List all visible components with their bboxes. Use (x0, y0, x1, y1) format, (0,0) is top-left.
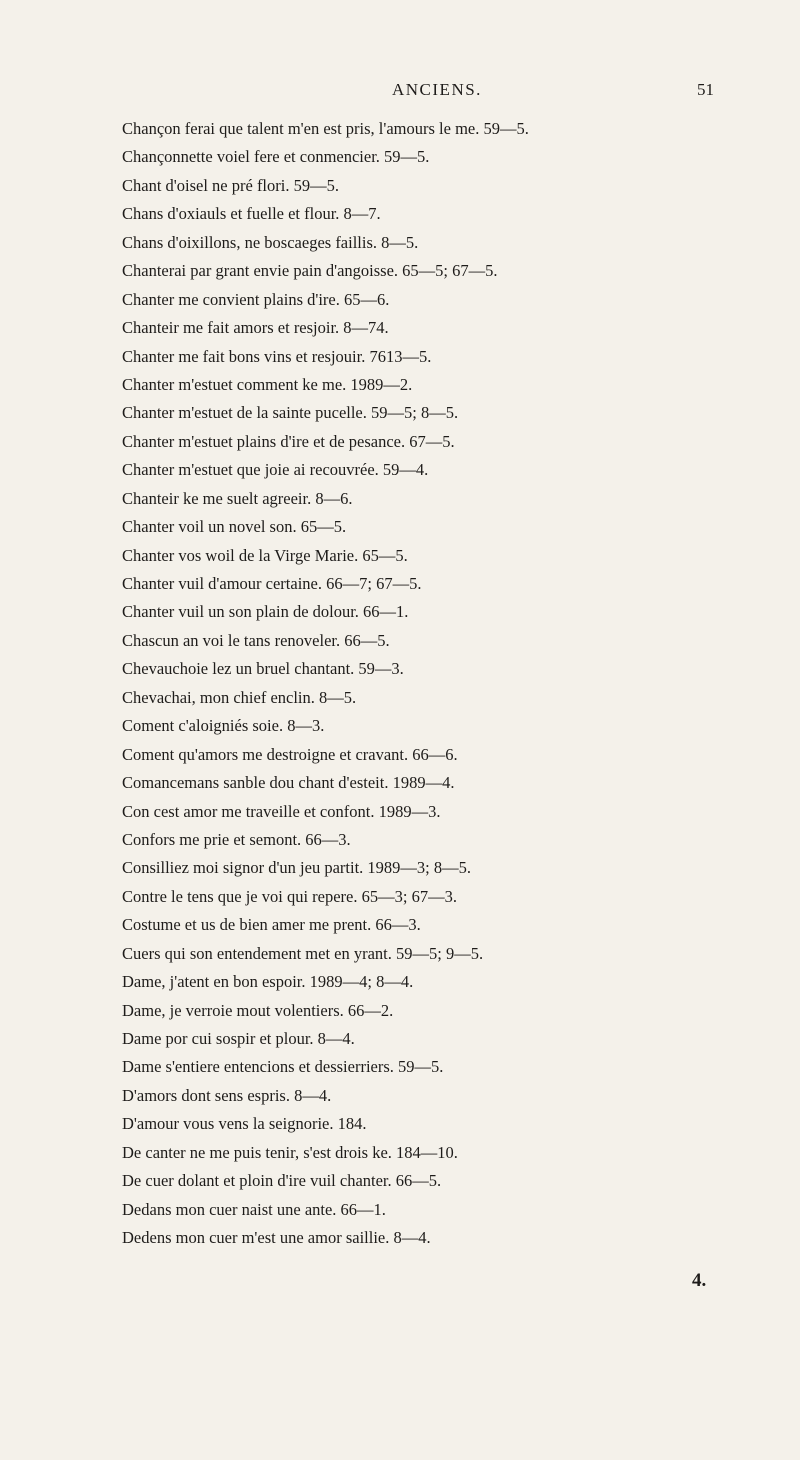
index-entry: Chanter m'estuet de la sainte pucelle. 59—5; 8—5. (122, 403, 459, 423)
index-entry: Dedens mon cuer m'est une amor saillie. 8—4. (122, 1228, 431, 1248)
index-entry: Cuers qui son entendement met en yrant. 59—5; 9—5. (122, 943, 484, 963)
index-entry: Comancemans sanble dou chant d'esteit. 1989—4. (122, 773, 455, 793)
index-entry: Consilliez moi signor d'un jeu partit. 1989—3; 8—5. (122, 858, 471, 878)
index-entry: Dedans mon cuer naist une ante. 66—1. (122, 1199, 386, 1219)
index-entry: Chanteir me fait amors et resjoir. 8—74. (122, 318, 389, 338)
index-entry: Coment qu'amors me destroigne et cravant. 66—6. (122, 744, 458, 764)
index-entry: Chançon ferai que talent m'en est pris, l'amours le me. 59—5. (122, 119, 529, 138)
index-entry: Chevauchoie lez un bruel chantant. 59—3. (122, 659, 404, 679)
index-entry: Confors me prie et semont. 66—3. (122, 829, 351, 849)
index-entry: Chanter me fait bons vins et resjouir. 7613—5. (122, 346, 432, 366)
index-entry: Dame s'entiere entencions et dessierriers. 59—5. (122, 1057, 444, 1077)
index-entry: Chanter voil un novel son. 65—5. (122, 517, 347, 537)
index-entry: Chans d'oixillons, ne boscaeges faillis. 8—5. (122, 232, 419, 252)
index-entry: Chevachai, mon chief enclin. 8—5. (122, 687, 357, 707)
index-entry: Chançonnette voiel fere et conmencier. 59—5. (122, 147, 430, 167)
index-entry: Chanter m'estuet comment ke me. 1989—2. (122, 374, 413, 394)
index-entry-list (122, 115, 792, 1253)
index-entry: Coment c'aloigniés soie. 8—3. (122, 716, 325, 736)
index-entry: Dame, j'atent en bon espoir. 1989—4; 8—4. (122, 972, 414, 992)
index-entry: Chans d'oxiauls et fuelle et flour. 8—7. (122, 204, 381, 224)
page-number: 51 (697, 80, 714, 99)
index-entry: Contre le tens que je voi qui repere. 65—3; 67—3. (122, 886, 457, 906)
index-entry: Chanter vuil d'amour certaine. 66—7; 67—5. (122, 574, 422, 593)
index-entry: Costume et us de bien amer me prent. 66—3. (122, 915, 421, 935)
index-entry: Dame por cui sospir et plour. 8—4. (122, 1029, 355, 1048)
index-entry: Chascun an voi le tans renoveler. 66—5. (122, 630, 390, 650)
index-entry: Dame, je verroie mout volentiers. 66—2. (122, 1000, 394, 1020)
index-entry: Chanter vos woil de la Virge Marie. 65—5. (122, 545, 408, 565)
index-entry: Con cest amor me traveille et confont. 1989—3. (122, 801, 441, 821)
index-entry: Chanteir ke me suelt agreeir. 8—6. (122, 488, 353, 508)
index-entry: Chanter vuil un son plain de dolour. 66—1. (122, 602, 409, 622)
index-entry: Chant d'oisel ne pré flori. 59—5. (122, 175, 339, 195)
signature-mark: 4. (692, 1270, 707, 1291)
running-head (0, 80, 800, 110)
index-entry: De cuer dolant et ploin d'ire vuil chanter. 66—5. (122, 1171, 442, 1191)
index-entry: Chanter m'estuet plains d'ire et de pesance. 67—5. (122, 431, 455, 451)
index-entry: D'amour vous vens la seignorie. 184. (122, 1114, 367, 1134)
index-entry: D'amors dont sens espris. 8—4. (122, 1085, 332, 1105)
index-entry: Chanter m'estuet que joie ai recouvrée. 59—4. (122, 460, 429, 480)
index-entry: Chanter me convient plains d'ire. 65—6. (122, 289, 390, 309)
running-title: ANCIENS. (392, 80, 482, 99)
index-entry: De canter ne me puis tenir, s'est drois ke. 184—10. (122, 1142, 458, 1162)
index-entry: Chanterai par grant envie pain d'angoisse. 65—5; 67—5. (122, 261, 498, 281)
